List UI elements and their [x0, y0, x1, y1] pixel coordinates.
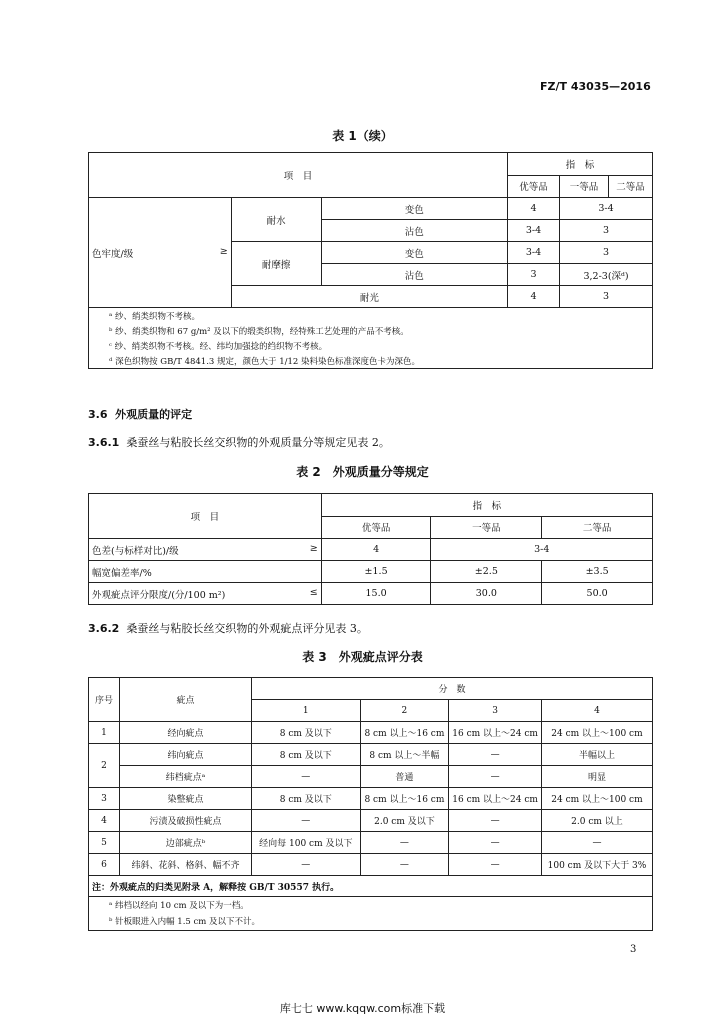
value-cell: 3: [560, 220, 653, 242]
group-text: 色牢度/级: [92, 248, 134, 260]
footnote: ᶜ 纱、绡类织物不考核。经、纬均加强捻的绉织物不考核。: [89, 338, 653, 353]
page-number: 3: [630, 944, 637, 955]
paragraph-number: 3.6.1: [88, 436, 120, 449]
subcategory-cell: 变色: [321, 198, 508, 220]
score-header: 4: [541, 700, 652, 722]
score-cell: —: [449, 810, 542, 832]
table2-item-header: 项 目: [89, 494, 322, 539]
score-cell: —: [360, 832, 449, 854]
score-cell: 100 cm 及以下大于 3%: [541, 854, 652, 876]
defect-cell: 经向疵点: [119, 722, 251, 744]
value-cell: 3-4: [508, 242, 560, 264]
value-cell: 3-4: [560, 198, 653, 220]
table1-item-header: 项 目: [89, 153, 508, 198]
paragraph-text: 桑蚕丝与粘胶长丝交织物的外观质量分等规定见表 2。: [126, 436, 390, 449]
score-cell: 半幅以上: [541, 744, 652, 766]
paragraph-number: 3.6.2: [88, 622, 120, 635]
score-header: 3: [449, 700, 542, 722]
score-cell: 明显: [541, 766, 652, 788]
defect-cell: 污渍及破损性疵点: [119, 810, 251, 832]
score-cell: —: [449, 744, 542, 766]
paragraph-text: 桑蚕丝与粘胶长丝交织物的外观疵点评分见表 3。: [126, 622, 368, 635]
category-cell: 耐摩擦: [231, 242, 321, 286]
grade-header: 二等品: [542, 516, 653, 539]
table3-defect-header: 疵点: [119, 678, 251, 722]
defect-cell: 纬斜、花斜、格斜、幅不齐: [119, 854, 251, 876]
grade-header: 一等品: [560, 175, 609, 198]
score-cell: 16 cm 以上～24 cm: [449, 722, 542, 744]
value-cell: 3: [560, 286, 653, 308]
row-number: 6: [89, 854, 120, 876]
table3: [88, 677, 653, 931]
subcategory-cell: 沾色: [321, 220, 508, 242]
score-cell: 2.0 cm 及以下: [360, 810, 449, 832]
defect-cell: 染整疵点: [119, 788, 251, 810]
table2: [88, 493, 653, 605]
grade-header: 优等品: [508, 175, 560, 198]
paragraph-362: [88, 620, 368, 636]
score-cell: 8 cm 以上～16 cm: [360, 722, 449, 744]
value-cell: 3: [560, 242, 653, 264]
value-cell: 30.0: [431, 583, 542, 605]
score-header: 2: [360, 700, 449, 722]
subcategory-cell: 变色: [321, 242, 508, 264]
table1-caption: 表 1（续）: [332, 129, 393, 143]
table1: [88, 152, 653, 369]
item-cell: 幅宽偏差率/%: [89, 561, 322, 583]
footnote: ᵃ 纬档以经向 10 cm 及以下为一档。: [89, 897, 653, 913]
footer-watermark: 库七七 www.kqqw.com标准下载: [279, 1002, 446, 1015]
score-cell: 24 cm 以上～100 cm: [541, 722, 652, 744]
item-cell: [89, 539, 322, 561]
value-cell: ±3.5: [542, 561, 653, 583]
score-cell: —: [449, 832, 542, 854]
score-cell: 普通: [360, 766, 449, 788]
table1-index-header: 指 标: [508, 153, 653, 176]
table2-index-header: 指 标: [321, 494, 652, 517]
value-cell: 3,2-3(深ᵈ): [560, 264, 653, 286]
score-cell: —: [360, 854, 449, 876]
defect-cell: 纬向疵点: [119, 744, 251, 766]
item-text: 色差(与标样对比)/级: [92, 545, 179, 557]
footnote: ᵇ 纱、绡类织物和 67 g/m² 及以下的缎类织物，经特殊工艺处理的产品不考核。: [89, 323, 653, 338]
section-heading: [88, 406, 192, 422]
item-cell: [89, 583, 322, 605]
standard-code: FZ/T 43035—2016: [540, 80, 651, 93]
score-cell: —: [449, 766, 542, 788]
score-cell: —: [252, 810, 361, 832]
grade-header: 优等品: [321, 516, 431, 539]
item-sign: ≥: [309, 542, 318, 554]
row-number: 2: [89, 744, 120, 788]
value-cell: 50.0: [542, 583, 653, 605]
value-cell: 3: [508, 264, 560, 286]
row-number: 1: [89, 722, 120, 744]
score-header: 1: [252, 700, 361, 722]
value-cell: 3-4: [431, 539, 653, 561]
paragraph-361: [88, 434, 390, 450]
grade-header: 一等品: [431, 516, 542, 539]
defect-cell: 边部疵点ᵇ: [119, 832, 251, 854]
table3-caption: 表 3 外观疵点评分表: [302, 650, 423, 664]
table2-caption: 表 2 外观质量分等规定: [296, 465, 429, 479]
table3-score-header: 分 数: [252, 678, 653, 700]
score-cell: 24 cm 以上～100 cm: [541, 788, 652, 810]
value-cell: 4: [508, 286, 560, 308]
row-number: 4: [89, 810, 120, 832]
footnote: ᵈ 深色织物按 GB/T 4841.3 规定，颜色大于 1/12 染料染色标准深度色卡为深色。: [89, 353, 653, 369]
category-cell: 耐光: [231, 286, 507, 308]
score-cell: 8 cm 及以下: [252, 788, 361, 810]
section-title: 外观质量的评定: [115, 408, 193, 421]
item-text: 外观疵点评分限度/(分/100 m²): [92, 589, 226, 601]
table3-note: 注：外观疵点的归类见附录 A，解释按 GB/T 30557 执行。: [89, 876, 653, 897]
group-label: [89, 198, 232, 308]
footnote: ᵇ 针板眼进入内幅 1.5 cm 及以下不计。: [89, 912, 653, 931]
score-cell: 8 cm 及以下: [252, 722, 361, 744]
category-cell: 耐水: [231, 198, 321, 242]
group-sign: ≥: [219, 245, 228, 257]
value-cell: ±1.5: [321, 561, 431, 583]
item-sign: ≤: [309, 586, 318, 598]
value-cell: ±2.5: [431, 561, 542, 583]
score-cell: 8 cm 以上～半幅: [360, 744, 449, 766]
value-cell: 15.0: [321, 583, 431, 605]
score-cell: —: [252, 854, 361, 876]
score-cell: 8 cm 及以下: [252, 744, 361, 766]
score-cell: 8 cm 以上～16 cm: [360, 788, 449, 810]
row-number: 5: [89, 832, 120, 854]
subcategory-cell: 沾色: [321, 264, 508, 286]
score-cell: —: [252, 766, 361, 788]
value-cell: 3-4: [508, 220, 560, 242]
section-number: 3.6: [88, 408, 108, 421]
value-cell: 4: [321, 539, 431, 561]
value-cell: 4: [508, 198, 560, 220]
score-cell: 16 cm 以上～24 cm: [449, 788, 542, 810]
score-cell: 经向每 100 cm 及以下: [252, 832, 361, 854]
grade-header: 二等品: [608, 175, 652, 198]
defect-cell: 纬档疵点ᵃ: [119, 766, 251, 788]
score-cell: —: [449, 854, 542, 876]
footnote: ᵃ 纱、绡类织物不考核。: [89, 308, 653, 324]
row-number: 3: [89, 788, 120, 810]
table3-no-header: 序号: [89, 678, 120, 722]
score-cell: —: [541, 832, 652, 854]
score-cell: 2.0 cm 以上: [541, 810, 652, 832]
